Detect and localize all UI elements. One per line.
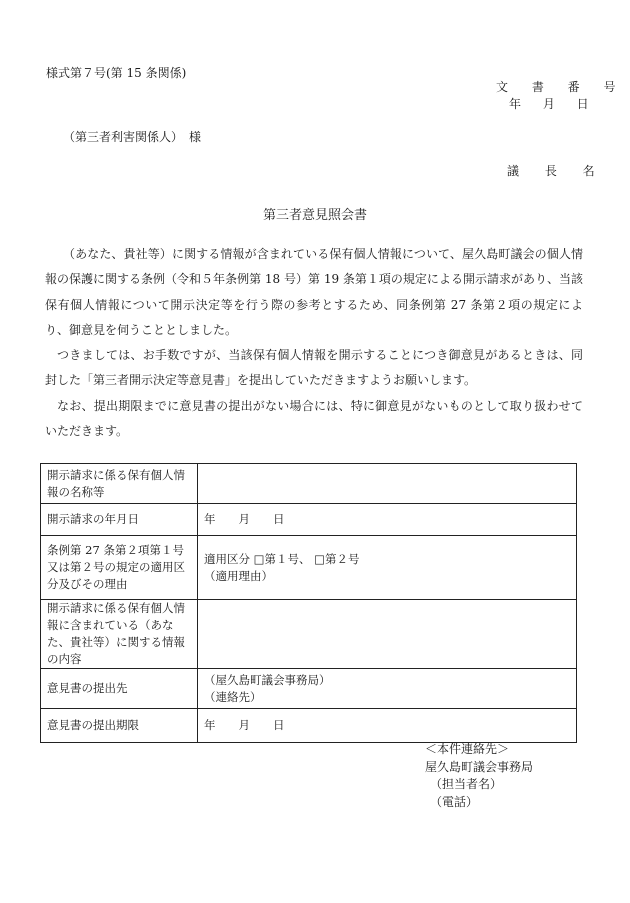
row-label-application-category: 条例第 27 条第２項第１号又は第２号の規定の適用区分及びその理由 [41,536,198,600]
body-paragraph-1: （あなた、貴社等）に関する情報が含まれている保有個人情報について、屋久島町議会の個人情報の保護に関する条例（令和５年条例第 18 号）第 19 条第１項の規定による開示請求があり、当該保有個人情報について開示決定等を行う際の参考とするため、同条例第 27 条第２項の規定により、御意見を伺うこととしました。 [45,247,583,337]
document-title: 第三者意見照会書 [262,208,367,223]
row-value-submission-deadline: 年 月 日 [198,709,577,743]
document-date-label: 年 月 日 [509,97,589,111]
contact-phone: （電話） [430,794,479,809]
table-row [41,464,577,504]
submission-office: （屋久島町議会事務局） [204,672,331,687]
table-row [41,536,577,600]
body-paragraph-2: つきましては、お手数ですが、当該保有個人情報を開示することにつき御意見があるときは、同封した「第三者開示決定等意見書」を提出していただきますようお願いします。 [45,348,583,388]
form-number: 様式第７号(第 15 条関係) [46,66,187,80]
document-body [45,242,583,444]
request-info-table [40,463,577,743]
body-paragraph-3: なお、提出期限までに意見書の提出がない場合には、特に御意見がないものとして取り扱わせていただきます。 [45,398,583,439]
table-row [41,669,577,709]
contact-heading: ＜本件連絡先＞ [425,742,510,756]
row-label-request-date: 開示請求の年月日 [41,504,198,536]
row-label-submission-destination: 意見書の提出先 [41,669,198,709]
application-category-options: 適用区分 □第１号、 □第２号 [204,551,360,566]
application-reason-label: （適用理由） [204,568,273,583]
addressee: （第三者利害関係人） 様 [63,130,202,144]
row-label-submission-deadline: 意見書の提出期限 [41,709,198,743]
row-value-info-content [198,600,577,669]
contact-office: 屋久島町議会事務局 [425,759,534,774]
table-row [41,709,577,743]
row-label-info-content: 開示請求に係る保有個人情報に含まれている（あなた、貴社等）に関する情報の内容 [41,600,198,669]
row-value-application-category [198,536,577,600]
sender-name: 議 長 名 [507,164,606,178]
contact-block [425,741,533,811]
row-value-request-date: 年 月 日 [198,504,577,536]
row-value-submission-destination [198,669,577,709]
row-value-info-name [198,464,577,504]
document-number-label: 文 書 番 号 [496,80,626,94]
row-label-info-name: 開示請求に係る保有個人情報の名称等 [41,464,198,504]
contact-person: （担当者名） [430,777,503,791]
table-row [41,600,577,669]
submission-contact: （連絡先） [204,689,262,704]
table-row [41,504,577,536]
